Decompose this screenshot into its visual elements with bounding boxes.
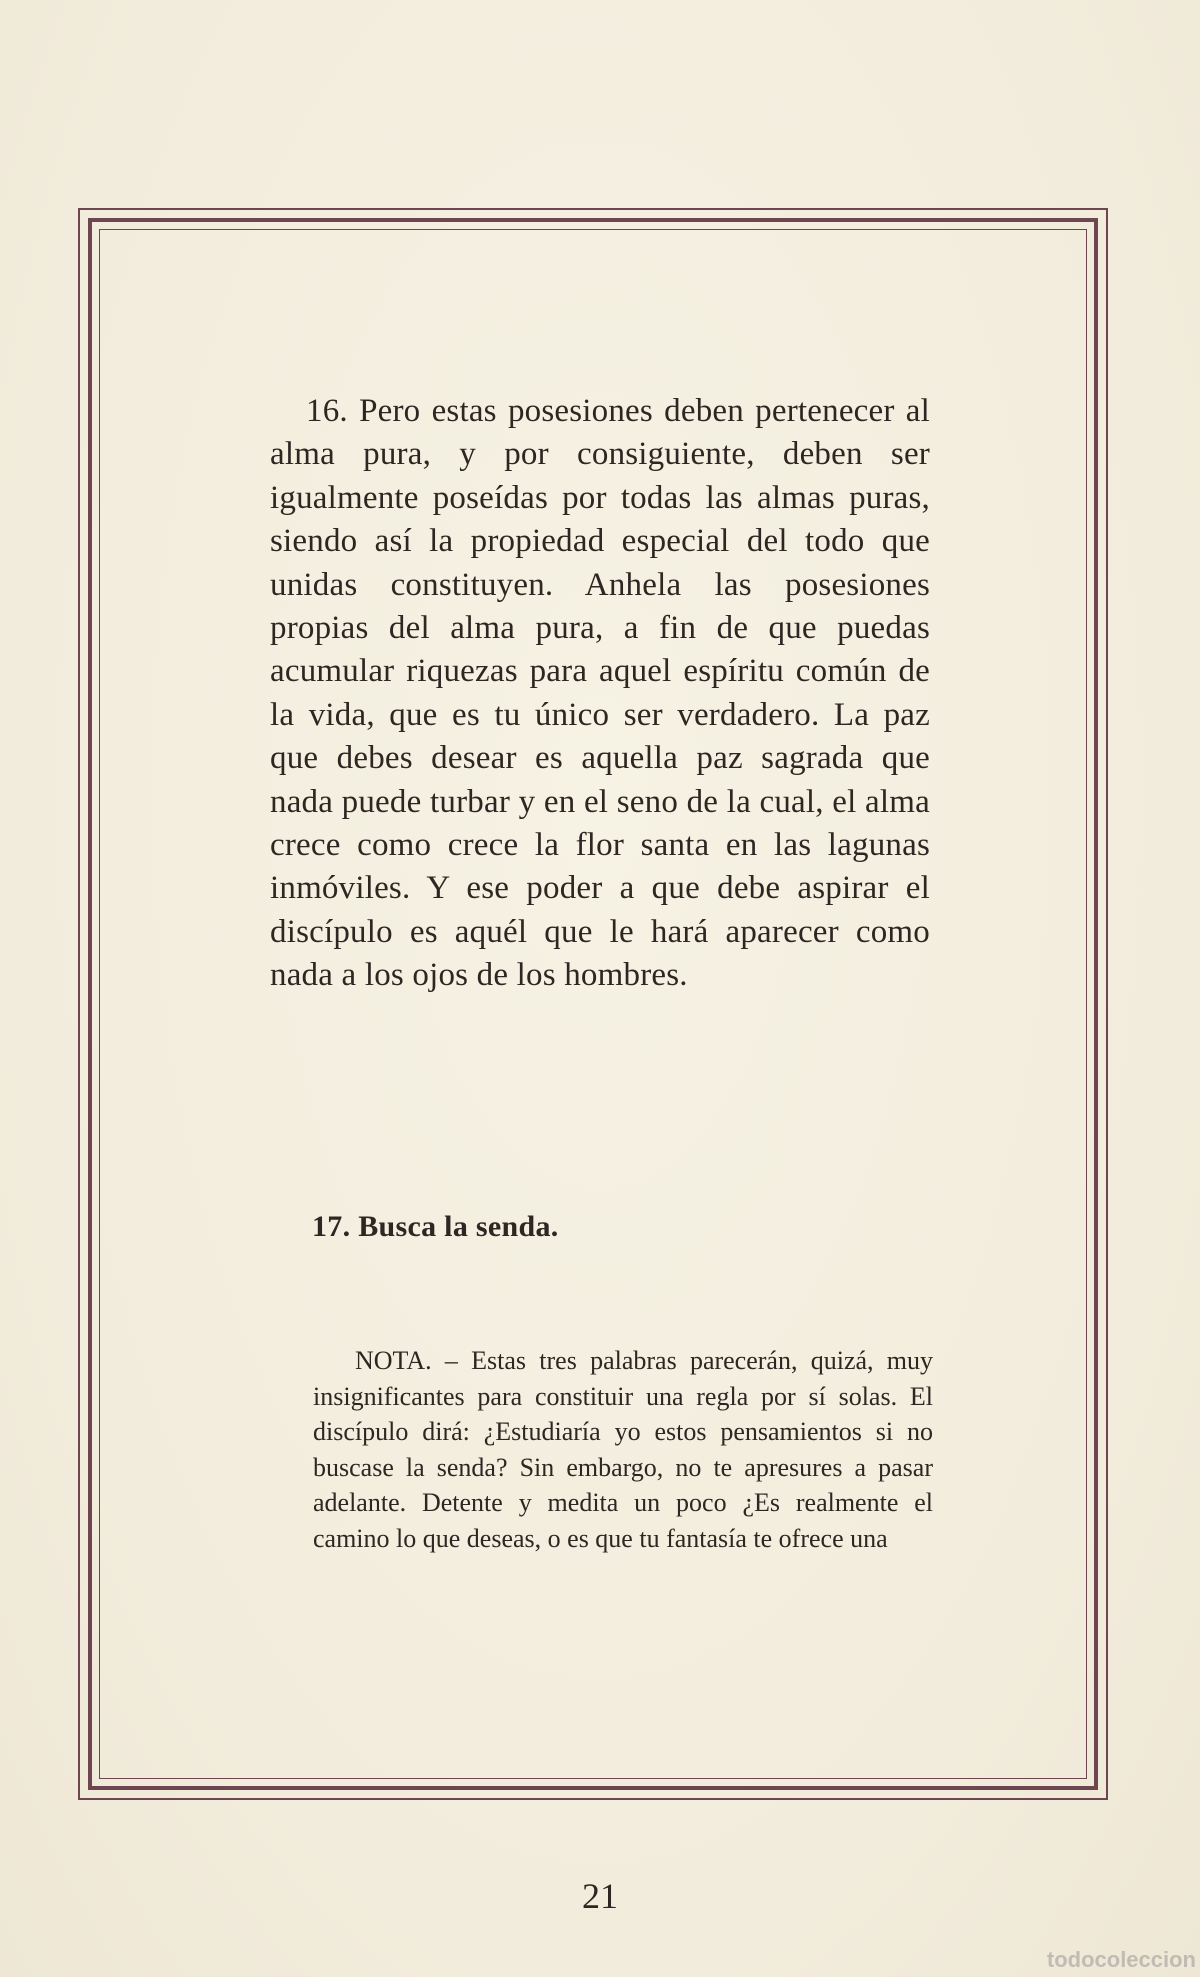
paragraph-16: 16. Pero estas posesiones deben pertenecer al alma pura, y por consiguiente, deben ser igualmente poseídas por todas las almas puras, siendo así la propiedad especial del todo que unidas constituyen. Anhela las posesiones propias del alma pura, a fin de que puedas acumular riquezas para aquel espíritu común de la vida, que es tu único ser verdadero. La paz que debes desear es aquella paz sagrada que nada puede turbar y en el seno de la cual, el alma crece como crece la flor santa en las lagunas inmóviles. Y ese poder a que debe aspirar el discípulo es aquél que le hará aparecer como nada a los ojos de los hombres.	[270, 393, 930, 994]
section-heading-17: 17. Busca la senda.	[312, 1210, 559, 1243]
watermark-logo: todocoleccion	[1046, 1947, 1196, 1972]
page-number: 21	[582, 1876, 618, 1916]
note-paragraph: NOTA. – Estas tres palabras parecerán, quizá, muy insignificantes para constituir una regla por sí solas. El discípulo dirá: ¿Estudiaría yo estos pensamientos si no buscase la senda? Sin embargo, no te apresures a pasar adelante. Detente y medita un poco ¿Es realmente el camino lo que deseas, o es que tu fantasía te ofrece una	[313, 1346, 933, 1553]
